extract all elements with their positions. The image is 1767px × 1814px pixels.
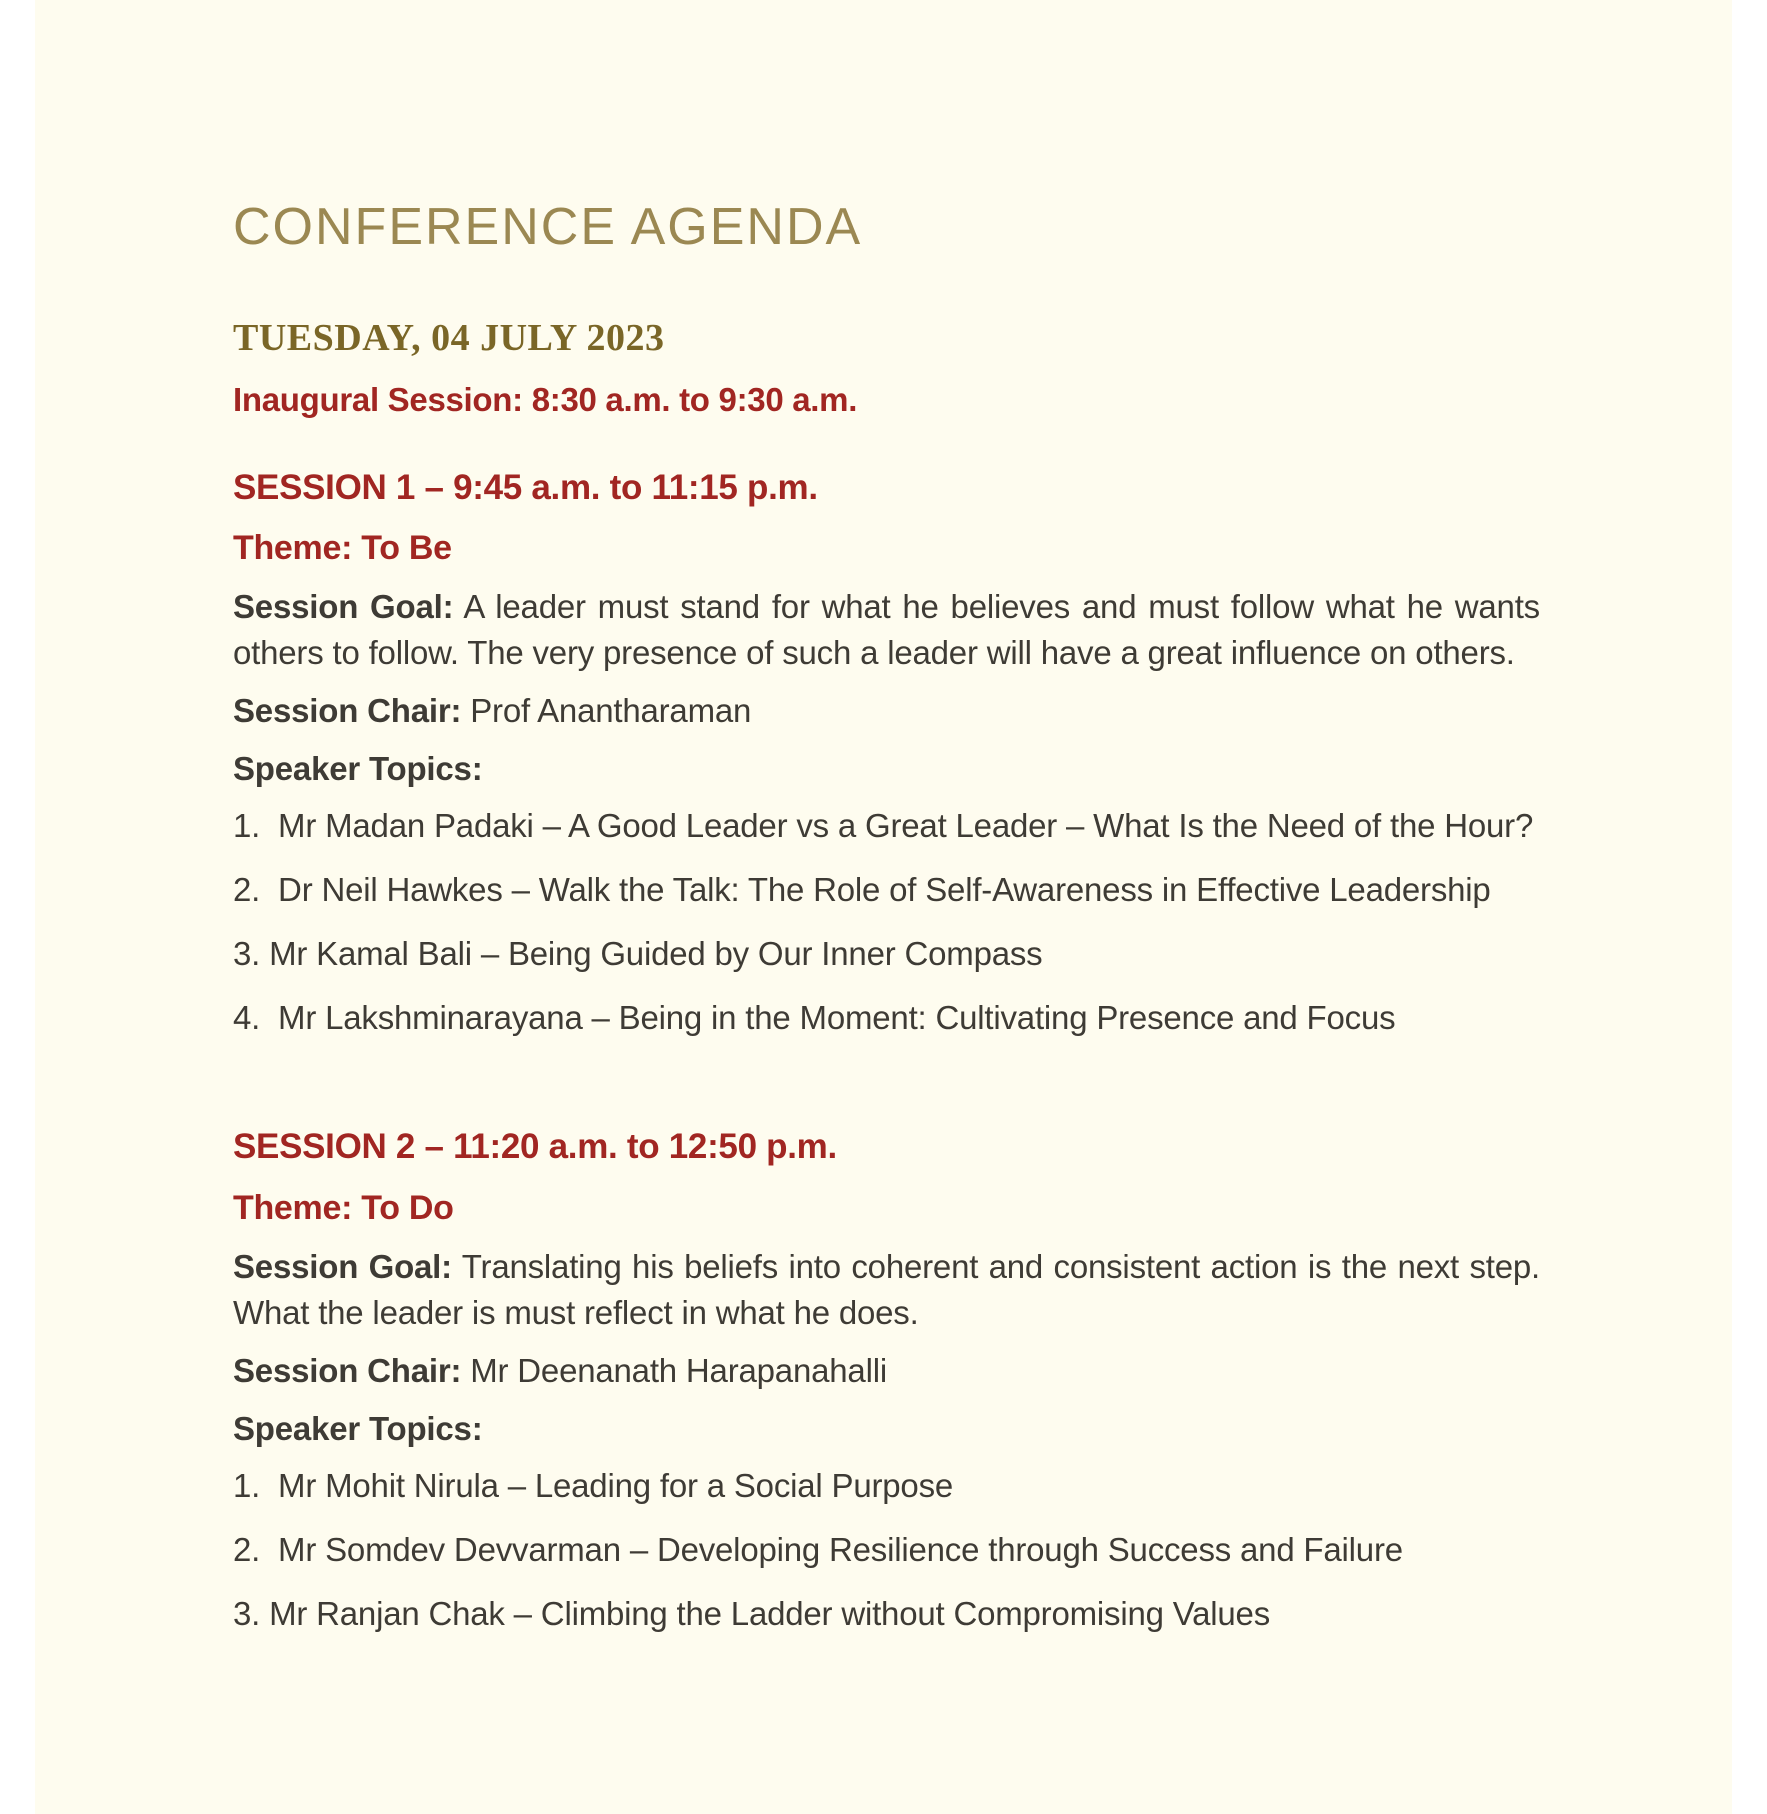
topic-item: 2. Mr Somdev Devvarman – Developing Resilience through Success and Failure: [233, 1530, 1403, 1568]
topic-item: 2. Dr Neil Hawkes – Walk the Talk: The Role of Self-Awareness in Effective Leadership: [233, 871, 1491, 909]
session-1-chair-name: Prof Anantharaman: [470, 692, 752, 730]
session-2-chair-label: Session Chair:: [233, 1351, 462, 1389]
session-2-topics-list: [233, 1464, 1540, 1636]
session-2-goal-label: Session Goal:: [233, 1247, 452, 1285]
agenda-page: [35, 0, 1732, 1814]
session-1: [233, 465, 1540, 1041]
session-1-goal: [233, 584, 1540, 676]
topic-item: 4. Mr Lakshminarayana – Being in the Moment: Cultivating Presence and Focus: [233, 999, 1396, 1037]
session-1-topics-list: [233, 804, 1540, 1040]
session-2-heading: SESSION 2 – 11:20 a.m. to 12:50 p.m.: [233, 1127, 837, 1167]
date-heading: TUESDAY, 04 JULY 2023: [233, 317, 665, 360]
session-2-chair-name: Mr Deenanath Harapanahalli: [470, 1351, 887, 1389]
session-2-chair: [233, 1348, 1540, 1394]
session-1-theme: Theme: To Be: [233, 529, 452, 568]
session-2-goal-text: Translating his beliefs into coherent and consistent action is the next step. What the leader is must reflect in what he does.: [233, 1247, 1541, 1331]
session-1-goal-label: Session Goal:: [233, 588, 454, 626]
session-2: [233, 1124, 1540, 1636]
topic-item: 1. Mr Mohit Nirula – Leading for a Social Purpose: [233, 1466, 954, 1504]
inaugural-session-line: Inaugural Session: 8:30 a.m. to 9:30 a.m.: [233, 380, 858, 418]
topic-item: 3. Mr Ranjan Chak – Climbing the Ladder without Compromising Values: [233, 1594, 1270, 1632]
session-1-topics-label: Speaker Topics:: [233, 750, 483, 788]
session-2-theme: Theme: To Do: [233, 1188, 454, 1227]
session-1-goal-text: A leader must stand for what he believes and must follow what he wants others to follow. The very presence of such a leader will have a great influence on others.: [233, 588, 1540, 672]
session-1-chair-label: Session Chair:: [233, 692, 462, 730]
page-title: CONFERENCE AGENDA: [233, 198, 863, 256]
session-2-goal: [233, 1244, 1540, 1336]
topic-item: 3. Mr Kamal Bali – Being Guided by Our Inner Compass: [233, 935, 1043, 973]
topic-item: 1. Mr Madan Padaki – A Good Leader vs a Great Leader – What Is the Need of the Hour?: [233, 807, 1534, 845]
session-1-heading: SESSION 1 – 9:45 a.m. to 11:15 p.m.: [233, 467, 818, 507]
session-1-chair: [233, 688, 1540, 734]
session-2-topics-label: Speaker Topics:: [233, 1409, 483, 1447]
